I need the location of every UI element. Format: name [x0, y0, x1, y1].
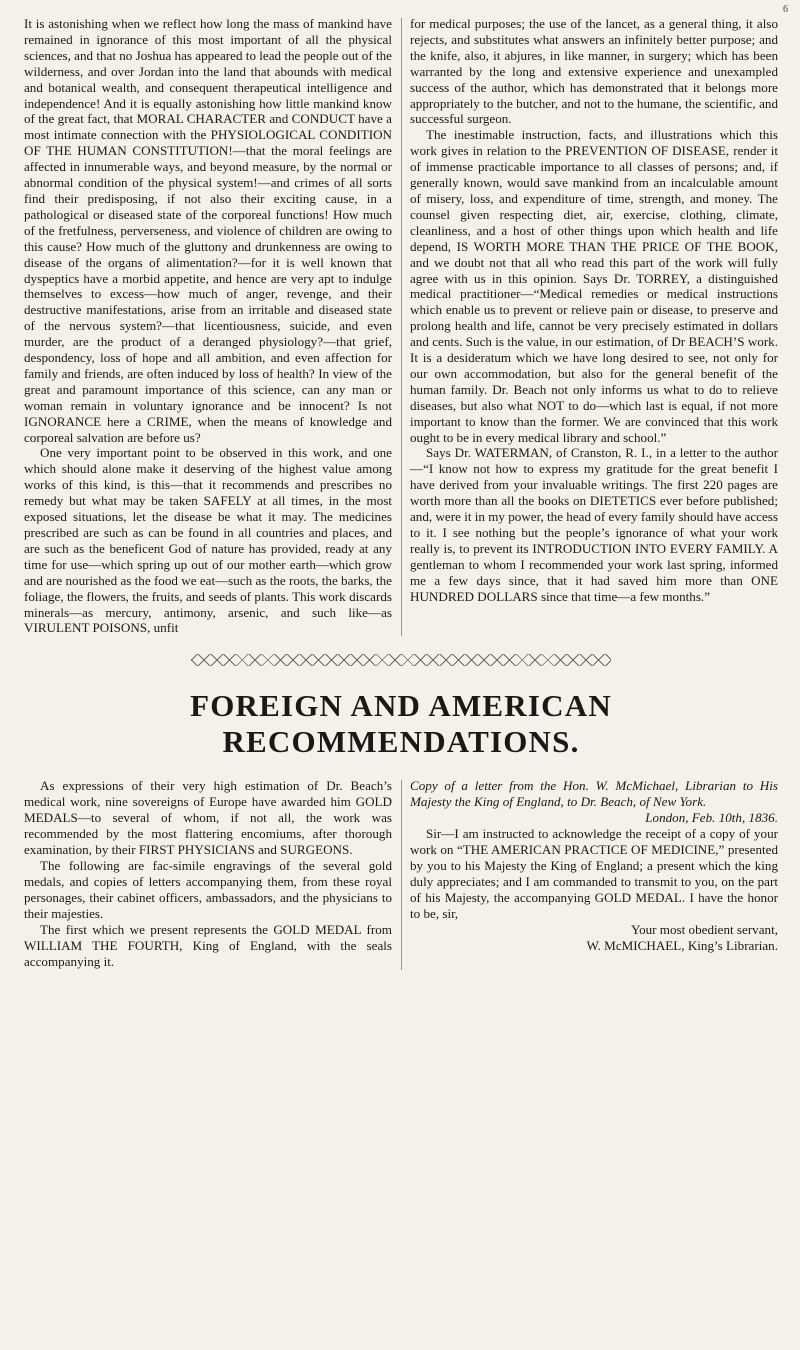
paragraph: The first which we present represents the GOLD MEDAL from WILLIAM THE FOURTH, King of England, with the seals accompanying it. — [24, 922, 392, 970]
upper-columns — [24, 16, 778, 636]
paragraph: for medical purposes; the use of the lancet, as a general thing, it also rejects, and substitutes what answers an infinitely better purpose; and the knife, also, it abjures, in like manner, in surgery; which has been warranted by the long and extensive experience and unexampled success of the author, which has demonstrated that it belongs more appropriately to the butcher, and not to the humane, the scientific, and successful surgeon. — [410, 16, 778, 127]
lower-columns — [24, 778, 778, 970]
column-rule — [401, 780, 402, 970]
letter-closing: Your most obedient servant, — [630, 922, 778, 938]
letter-dateline: London, Feb. 10th, 1836. — [645, 810, 778, 826]
upper-left-column — [24, 16, 392, 636]
letter-body: Sir—I am instructed to acknowledge the receipt of a copy of your work on “THE AMERICAN PRACTICE OF MEDICINE,” presented by you to his Majesty the King of England; a present which the king duly appreciates; and I am commanded to transmit to you, on the part of his Majesty, the accompanying GOLD MEDAL. I have the honor to be, sir, — [410, 826, 778, 922]
paragraph: One very important point to be observed in this work, and one which should alone make it deserving of the highest value among works of this kind, is this—that it recommends and prescribes no remedy but what may be taken SAFELY at all times, in the most exposed situations, let the disease be what it may. The medicines prescribed are such as can be found in all countries and places, and are such as the beneficent God of nature has provided, ready at any time for use—which spring up out of our mother earth—which grow and are nourished as the food we eat—such as the roots, the barks, the foliage, the flowers, the fruits, and seeds of plants. This work discards minerals—as mercury, antimony, arsenic, and such like—as VIRULENT POISONS, unfit — [24, 445, 392, 636]
upper-right-column — [410, 16, 778, 636]
paragraph: The inestimable instruction, facts, and illustrations which this work gives in relation to the PREVENTION OF DISEASE, render it of immense practicable importance to all classes of persons; and, if generally known, would save mankind from an incalculable amount of misery, loss, and expenditure of time, strength, and money. The counsel given respecting diet, air, exercise, clothing, climate, cleanliness, and a host of other things upon which health and life depend, IS WORTH MORE THAN THE PRICE OF THE BOOK, and we doubt not that all who read this part of the work will fully agree with us in this opinion. Says Dr. TORREY, a distinguished medical practitioner—“Medical remedies or medical instructions which enable us to prevent or relieve pain or disease, to preserve and prolong health and life, cannot be very precisely estimated in dollars and cents. Such is the value, in our estimation, of Dr BEACH’S work. It is a desideratum which we have long desired to see, not only for our own accommodation, but also for the general benefit of the human family. Dr. Beach not only informs us what to do to relieve diseases, but also what NOT to do—which last is equal, if not more important to know than the former. We are convinced that this work ought to be in every medical library and school.” — [410, 127, 778, 445]
lower-left-column — [24, 778, 392, 970]
paragraph: As expressions of their very high estimation of Dr. Beach’s medical work, nine sovereigns of Europe have awarded him GOLD MEDALS—to several of whom, if not all, the work was recommended by the most flattering encomiums, after thorough examination, by their FIRST PHYSICIANS and SURGEONS. — [24, 778, 392, 858]
section-title: FOREIGN AND AMERICAN RECOMMENDATIONS. — [190, 688, 612, 760]
paragraph: Says Dr. WATERMAN, of Cranston, R. I., in a letter to the author—“I know not how to express my gratitude for the great benefit I have derived from your invaluable writings. The first 220 pages are worth more than all the books on DIETETICS ever before published; and, were it in my power, the head of every family should have access to it. I see nothing but the people’s ignorance of what your work really is, to prevent its INTRODUCTION INTO EVERY FAMILY. A gentleman to whom I recommended your work last spring, informed me a few days since, that it had saved him more than ONE HUNDRED DOLLARS since that time—a few months.” — [410, 445, 778, 604]
paragraph: The following are fac-simile engravings of the several gold medals, and copies of letters accompanying them, from these royal personages, their cabinet officers, ambassadors, and the physicians to their majesties. — [24, 858, 392, 922]
page-mark: 6 — [783, 4, 788, 15]
letter-heading: Copy of a letter from the Hon. W. McMichael, Librarian to His Majesty the King of England, to Dr. Beach, of New York. — [410, 778, 778, 810]
column-rule — [401, 18, 402, 636]
lower-right-column — [410, 778, 778, 970]
paragraph: It is astonishing when we reflect how long the mass of mankind have remained in ignorance of this most important of all the physical sciences, and that no Joshua has appeared to lead the people out of the wilderness, and over Jordan into the land that abounds with medical and botanical wealth, and consequent therapeutical intelligence and independence! And it is equally astonishing how little mankind know of the great fact, that MORAL CHARACTER and CONDUCT have a most intimate connection with the PHYSIOLOGICAL CONDITION OF THE HUMAN CONSTITUTION!—that the moral feelings are affected in innumerable ways, and beyond measure, by the normal or abnormal condition of the physical system!—and crimes of all sorts find their predisposing, if not also their exciting cause, in a pathological or diseased state of the corporeal functions! How much of the fretfulness, perverseness, and violence of children are owing to this cause? How much of the gluttony and drunkenness are owing to disease of the organs of alimentation?—for it is well known that dyspeptics have a morbid appetite, and hence are very apt to indulge themselves to excess—how much of anger, revenge, and their destructive manifestations, arise from an irritable and diseased state of the nervous system?—that licentiousness, suicide, and even murder, are the product of a deranged physiology?—that grief, despondency, loss of hope and all ambition, and even affection for family and friends, are often induced by loss of health? In view of the great and paramount importance of this science, can any man or woman remain in voluntary ignorance and be innocent? Is not IGNORANCE here a CRIME, when the means of knowledge and corporeal salvation are before us? — [24, 16, 392, 445]
letter-signature: W. McMICHAEL, King’s Librarian. — [586, 938, 778, 954]
ornamental-divider — [191, 654, 611, 666]
